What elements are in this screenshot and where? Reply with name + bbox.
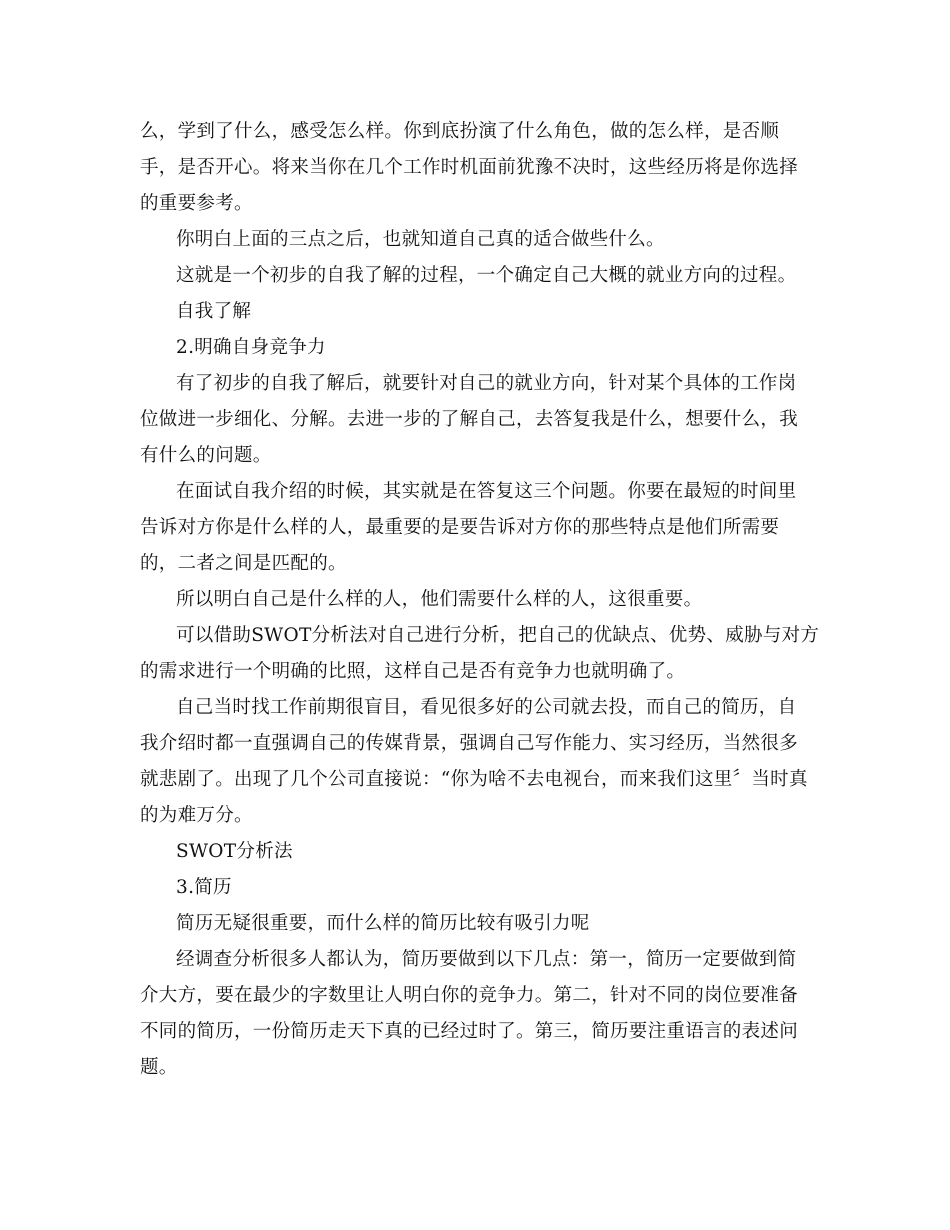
text-line: 在面试自我介绍的时候，其实就是在答复这三个问题。你要在最短的时间里 [176, 481, 797, 502]
text-line: 可以借助SWOT分析法对自己进行分析，把自己的优缺点、优势、威胁与对方 [176, 625, 820, 646]
text-line: 不同的简历，一份简历走天下真的已经过时了。第三，简历要注重语言的表述问 [140, 1021, 799, 1042]
text-line: 的重要参考。 [140, 193, 253, 214]
section-heading: 2.明确自身竞争力 [176, 337, 326, 358]
document-page [140, 114, 820, 1086]
text-line: 我介绍时都一直强调自己的传媒背景，强调自己写作能力、实习经历，当然很多 [140, 733, 799, 754]
text-line: 简历无疑很重要，而什么样的简历比较有吸引力呢 [176, 913, 590, 934]
text-line: 位做进一步细化、分解。去进一步的了解自己，去答复我是什么，想要什么，我 [140, 409, 799, 430]
text-line: 所以明白自己是什么样的人，他们需要什么样的人，这很重要。 [176, 589, 703, 610]
section-heading: SWOT分析法 [176, 841, 293, 862]
text-line: 就悲剧了。出现了几个公司直接说：“你为啥不去电视台，而来我们这里〞当时真 [140, 769, 808, 790]
text-line: 手，是否开心。将来当你在几个工作时机面前犹豫不决时，这些经历将是你选择 [140, 157, 799, 178]
text-line: 么，学到了什么，感受怎么样。你到底扮演了什么角色，做的怎么样，是否顺 [140, 121, 780, 142]
text-line: 经调查分析很多人都认为，简历要做到以下几点：第一，简历一定要做到简 [176, 949, 797, 970]
text-line: 告诉对方你是什么样的人，最重要的是要告诉对方你的那些特点是他们所需要 [140, 517, 780, 538]
text-line: 的需求进行一个明确的比照，这样自己是否有竞争力也就明确了。 [140, 661, 686, 682]
text-line: 题。 [140, 1057, 178, 1078]
text-line: 自己当时找工作前期很盲目，看见很多好的公司就去投，而自己的简历，自 [176, 697, 797, 718]
text-line: 的为难万分。 [140, 805, 253, 826]
text-line: 介大方，要在最少的字数里让人明白你的竞争力。第二，针对不同的岗位要准备 [140, 985, 799, 1006]
text-line: 有什么的问题。 [140, 445, 272, 466]
text-line: 的，二者之间是匹配的。 [140, 553, 347, 574]
text-line: 你明白上面的三点之后，也就知道自己真的适合做些什么。 [176, 229, 665, 250]
text-line: 这就是一个初步的自我了解的过程，一个确定自己大概的就业方向的过程。 [176, 265, 797, 286]
section-heading: 3.简历 [176, 877, 232, 898]
section-heading: 自我了解 [176, 301, 252, 322]
text-line: 有了初步的自我了解后，就要针对自己的就业方向，针对某个具体的工作岗 [176, 373, 797, 394]
